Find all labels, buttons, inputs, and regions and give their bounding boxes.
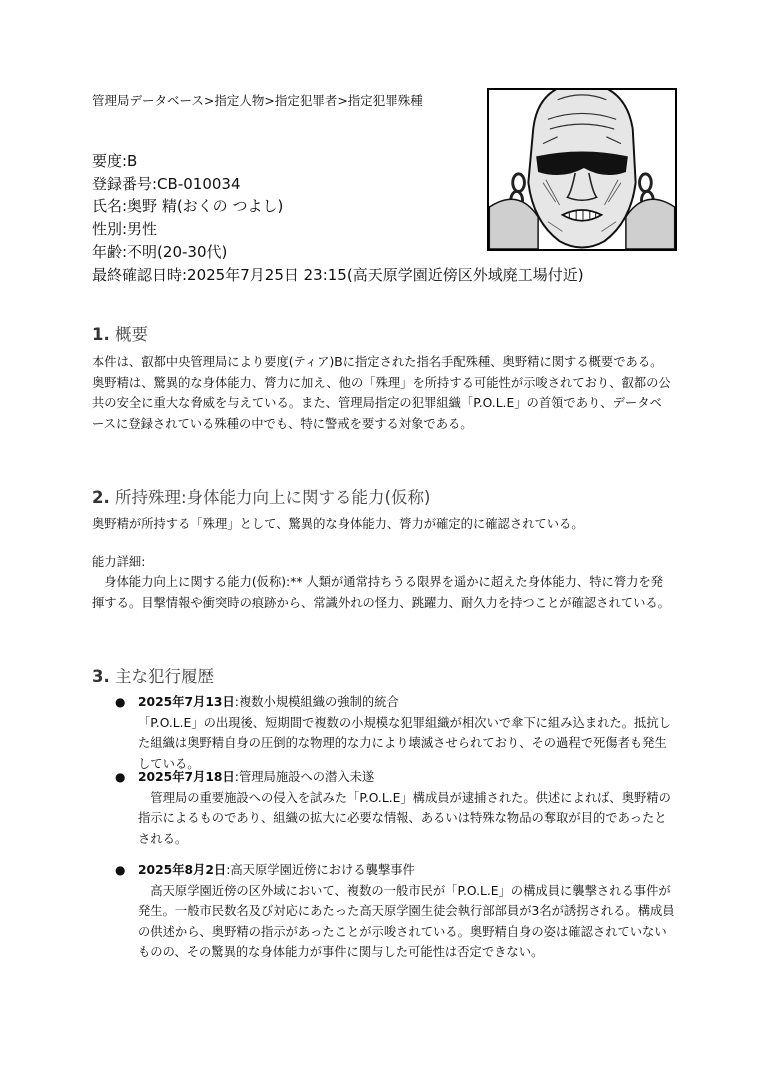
section-3-number: 3. bbox=[92, 667, 110, 686]
incident-date: 2025年7月18日 bbox=[138, 770, 235, 784]
section-1-body: 本件は、叡都中央管理局により要度(ティア)Bに指定された指名手配殊種、奥野精に関する概要である。奥野精は、驚異的な身体能力、膂力に加え、他の「殊理」を所持する可能性が示唆されており、叡都の公共の安全に重大な脅威を与えている。また、管理局指定の犯罪組織「P.O.L.E」の首領であり、データベースに登録されている殊種の中でも、特に警戒を要する対象である。 bbox=[92, 355, 671, 431]
incident-date: 2025年8月2日 bbox=[138, 863, 227, 877]
incident-body: 高天原学園近傍の区外域において、複数の一般市民が「P.O.L.E」の構成員に襲撃される事件が発生。一般市民数名及び対応にあたった高天原学園生徒会執行部部員が3名が誘拐される。構成員の供述から、奥野精の指示があったことが示唆されている。奥野精自身の姿は確認されていないものの、その驚異的な身体能力が事件に関与した可能性は否定できない。 bbox=[138, 883, 675, 959]
section-3-title: 主な犯行履歴 bbox=[115, 667, 214, 686]
section-2-heading bbox=[92, 487, 430, 509]
incident-body: 管理局の重要施設への侵入を試みた「P.O.L.E」構成員が逮捕された。供述によれば、奥野精の指示によるものであり、組織の拡大に必要な情報、あるいは特殊な物品の奪取が目的であったとされる。 bbox=[138, 790, 671, 846]
incident-body: 「P.O.L.E」の出現後、短期間で複数の小規模な犯罪組織が相次いで傘下に組み込まれた。抵抗した組織は奥野精自身の圧倒的な物理的な力により壊滅させられており、その過程で死傷者も発生している。 bbox=[138, 715, 671, 771]
section-2-number: 2. bbox=[92, 488, 110, 507]
registration-number: 登録番号:CB-010034 bbox=[92, 174, 241, 193]
incident-title: :高天原学園近傍における襲撃事件 bbox=[226, 863, 415, 877]
incident-title: :複数小規模組織の強制的統合 bbox=[234, 695, 399, 709]
section-2-title: 所持殊理:身体能力向上に関する能力(仮称) bbox=[115, 488, 431, 507]
section-2-body: 奥野精が所持する「殊理」として、驚異的な身体能力、膂力が確定的に確認されている。 bbox=[92, 517, 584, 531]
ability-detail-body: 身体能力向上に関する能力(仮称):** 人類が通常持ちうる限界を遥かに超えた身体能力、特に膂力を発揮する。目撃情報や衝突時の痕跡から、常識外れの怪力、跳躍力、耐久力を持つことが確認されている。 bbox=[92, 575, 670, 610]
profile-info bbox=[92, 150, 584, 286]
bullet-icon: ● bbox=[115, 863, 126, 877]
section-1-heading bbox=[92, 324, 148, 346]
bullet-icon: ● bbox=[115, 695, 126, 709]
last-seen-line: 最終確認日時:2025年7月25日 23:15(高天原学園近傍区外域廃工場付近) bbox=[92, 265, 584, 284]
tier-line: 要度:B bbox=[92, 152, 138, 170]
bullet-icon: ● bbox=[115, 770, 126, 784]
breadcrumb: 管理局データベース>指定人物>指定犯罪者>指定犯罪殊種 bbox=[92, 93, 423, 108]
section-1-number: 1. bbox=[92, 325, 110, 344]
incident-item bbox=[115, 767, 675, 849]
name-line: 氏名:奥野 精(おくの つよし) bbox=[92, 197, 284, 216]
incident-title: :管理局施設への潜入未遂 bbox=[234, 770, 375, 784]
incident-date: 2025年7月13日 bbox=[138, 695, 235, 709]
incident-item bbox=[115, 860, 675, 963]
section-1-title: 概要 bbox=[115, 325, 148, 344]
age-line: 年齢:不明(20-30代) bbox=[92, 242, 228, 261]
section-3-heading bbox=[92, 666, 214, 688]
incident-item bbox=[115, 692, 675, 774]
gender-line: 性別:男性 bbox=[92, 220, 158, 239]
ability-detail-label: 能力詳細: bbox=[92, 555, 146, 569]
